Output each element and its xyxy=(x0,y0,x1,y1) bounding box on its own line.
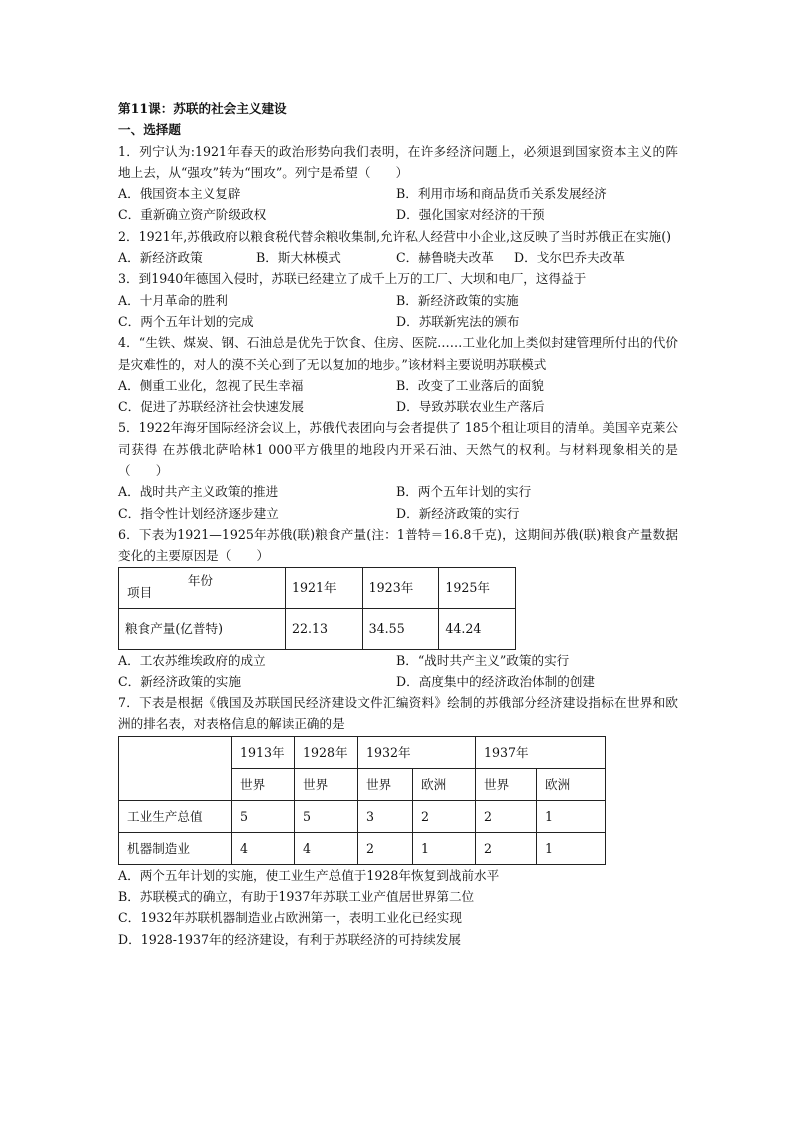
option-c: C．促进了苏联经济社会快速发展 xyxy=(118,399,304,415)
option-b: B．改变了工业落后的面貌 xyxy=(396,377,544,393)
lesson-title: 第11课：苏联的社会主义建设 xyxy=(118,101,287,116)
year-header: 1921年 xyxy=(286,567,363,608)
question-2 xyxy=(118,226,678,269)
table-cell: 1 xyxy=(537,800,606,832)
table-cell: 2 xyxy=(358,832,413,864)
table-cell: 1 xyxy=(413,832,476,864)
question-stem: 4．“生铁、煤炭、钢、石油总是优先于饮食、住房、医院……工业化加上类似封建管理所付出的代价是灾难性的，对人的漠不关心到了无以复加的地步。”该材料主要说明苏联模式 xyxy=(118,335,678,372)
question-5 xyxy=(118,417,678,523)
option-c: C．重新确立资产阶级政权 xyxy=(118,207,267,223)
option-a: A．两个五年计划的实施，使工业生产总值于1928年恢复到战前水平 xyxy=(118,867,500,883)
option-a: A．十月革命的胜利 xyxy=(118,292,228,308)
table-cell: 22.13 xyxy=(286,608,363,649)
table-cell: 2 xyxy=(476,800,537,832)
table-cell: 4 xyxy=(295,832,358,864)
grain-output-table xyxy=(118,567,516,650)
table-cell: 1 xyxy=(537,832,606,864)
question-6 xyxy=(118,524,678,692)
year-header: 1925年 xyxy=(439,567,516,608)
section-heading: 一、选择题 xyxy=(118,122,181,138)
question-stem: 2．1921年,苏俄政府以粮食税代替余粮收集制,允许私人经营中小企业,这反映了当时苏俄正在实施() xyxy=(118,228,672,244)
table-row xyxy=(119,832,606,864)
option-b: B．新经济政策的实施 xyxy=(396,292,519,308)
question-4 xyxy=(118,332,678,417)
option-a: A．工农苏维埃政府的成立 xyxy=(118,652,266,668)
row-label: 粮食产量(亿普特) xyxy=(119,608,286,649)
option-a: A．新经济政策 xyxy=(118,250,203,266)
scope-header: 世界 xyxy=(295,768,358,800)
question-stem: 7．下表是根据《俄国及苏联国民经济建设文件汇编资料》绘制的苏俄部分经济建设指标在世界和欧洲的排名表，对表格信息的解读正确的是 xyxy=(118,695,678,732)
table-cell: 4 xyxy=(232,832,295,864)
option-c: C．两个五年计划的完成 xyxy=(118,313,254,329)
option-b: B．苏联模式的确立，有助于1937年苏联工业产值居世界第二位 xyxy=(118,889,475,905)
scope-header: 世界 xyxy=(476,768,537,800)
option-d: D．戈尔巴乔夫改革 xyxy=(514,250,625,266)
question-stem: 1．列宁认为:1921年春天的政治形势向我们表明，在许多经济问题上，必须退到国家资本主义的阵地上去，从“强攻”转为“围攻”。列宁是希望（ ） xyxy=(118,143,678,180)
option-b: B．两个五年计划的实行 xyxy=(396,484,532,500)
scope-header: 欧洲 xyxy=(413,768,476,800)
option-d: D．强化国家对经济的干预 xyxy=(396,207,545,223)
option-b: B．斯大林模式 xyxy=(256,250,341,266)
table-corner-cell xyxy=(119,567,286,608)
option-c: C．指令性计划经济逐步建立 xyxy=(118,505,279,521)
year-header: 1913年 xyxy=(232,736,295,768)
row-label: 机器制造业 xyxy=(119,832,232,864)
table-cell: 3 xyxy=(358,800,413,832)
ranking-table xyxy=(118,736,606,865)
option-c: C．赫鲁晓夫改革 xyxy=(396,250,494,266)
question-7 xyxy=(118,692,678,950)
year-header: 1932年 xyxy=(358,736,476,768)
option-c: C．新经济政策的实施 xyxy=(118,673,241,689)
table-cell: 2 xyxy=(476,832,537,864)
year-header: 1937年 xyxy=(476,736,606,768)
blank-header-cell xyxy=(119,736,232,800)
option-b: B．“战时共产主义”政策的实行 xyxy=(396,652,570,668)
row-label: 工业生产总值 xyxy=(119,800,232,832)
table-cell: 44.24 xyxy=(439,608,516,649)
option-a: A．战时共产主义政策的推进 xyxy=(118,484,279,500)
question-stem: 3．到1940年德国入侵时，苏联已经建立了成千上万的工厂、大坝和电厂，这得益于 xyxy=(118,271,587,287)
option-a: A．侧重工业化，忽视了民生幸福 xyxy=(118,377,304,393)
option-d: D．导致苏联农业生产落后 xyxy=(396,399,545,415)
corner-year-label: 年份 xyxy=(187,572,213,588)
option-d: D．高度集中的经济政治体制的创建 xyxy=(396,673,596,689)
question-stem: 5．1922年海牙国际经济会议上，苏俄代表团向与会者提供了 185个租让项目的清单。美国辛克莱公司获得 在苏俄北萨哈林1 000平方俄里的地段内开采石油、天然气的权利。与材料现象相关的是（ ） xyxy=(118,420,678,479)
scope-header: 世界 xyxy=(232,768,295,800)
scope-header: 世界 xyxy=(358,768,413,800)
option-a: A．俄国资本主义复辟 xyxy=(118,186,241,202)
table-cell: 5 xyxy=(232,800,295,832)
option-d: D．1928-1937年的经济建设，有利于苏联经济的可持续发展 xyxy=(118,931,461,947)
option-c: C．1932年苏联机器制造业占欧洲第一，表明工业化已经实现 xyxy=(118,910,462,926)
corner-item-label: 项目 xyxy=(127,585,153,601)
question-3 xyxy=(118,268,678,332)
table-cell: 5 xyxy=(295,800,358,832)
year-header: 1923年 xyxy=(362,567,439,608)
worksheet-page xyxy=(118,98,678,950)
option-d: D．新经济政策的实行 xyxy=(396,505,520,521)
table-cell: 34.55 xyxy=(362,608,439,649)
year-header: 1928年 xyxy=(295,736,358,768)
scope-header: 欧洲 xyxy=(537,768,606,800)
option-b: B．利用市场和商品货币关系发展经济 xyxy=(396,186,607,202)
table-cell: 2 xyxy=(413,800,476,832)
option-d: D．苏联新宪法的颁布 xyxy=(396,313,520,329)
table-row xyxy=(119,800,606,832)
question-stem: 6．下表为1921—1925年苏俄(联)粮食产量(注：1普特＝16.8千克)，这期间苏俄(联)粮食产量数据变化的主要原因是（ ） xyxy=(118,526,678,564)
question-1 xyxy=(118,141,678,226)
